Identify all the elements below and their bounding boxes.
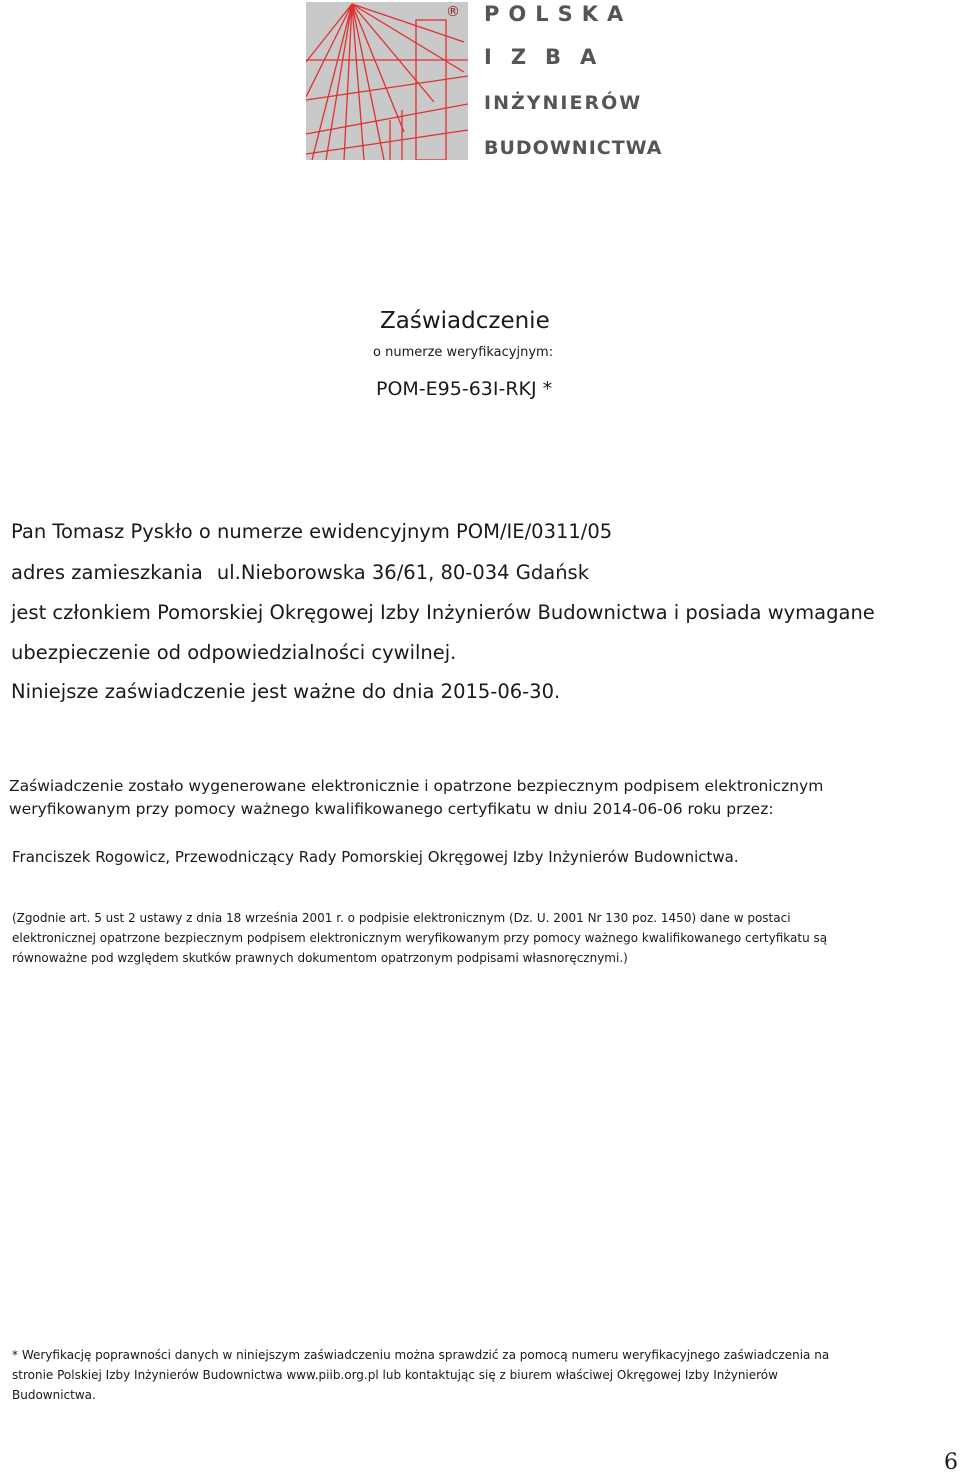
legal-line-2: elektronicznej opatrzone bezpiecznym podpisem elektronicznym weryfikowanym przy pomocy ważnego kwalifikowanego certyfikatu są (12, 931, 828, 945)
body-line-validity: Niniejsze zaświadczenie jest ważne do dnia 2015-06-30. (11, 680, 561, 703)
logo-text-line-3: INŻYNIERÓW (484, 92, 643, 114)
document-title: Zaświadczenie (380, 308, 550, 334)
address-value: ul.Nieborowska 36/61, 80-034 Gdańsk (216, 561, 590, 584)
signer-line: Franciszek Rogowicz, Przewodniczący Rady Pomorskiej Okręgowej Izby Inżynierów Budownictwa. (12, 848, 739, 866)
footnote-line-2: stronie Polskiej Izby Inżynierów Budownictwa www.piib.org.pl lub kontaktując się z biurem właściwej Okręgowej Izby Inżynierów (12, 1368, 778, 1382)
footnote-line-1: * Weryfikację poprawności danych w niniejszym zaświadczeniu można sprawdzić za pomocą numeru weryfikacyjnego zaświadczenia na (12, 1348, 830, 1362)
legal-line-3: równoważne pod względem skutków prawnych dokumentom opatrzonym podpisami własnoręcznymi.) (12, 951, 628, 965)
address-label: adres zamieszkania (11, 561, 203, 584)
logo-text-line-1: POLSKA (484, 2, 633, 26)
body-line-person: Pan Tomasz Pyskło o numerze ewidencyjnym POM/IE/0311/05 (11, 520, 613, 543)
body-line-insurance: ubezpieczenie od odpowiedzialności cywilnej. (11, 641, 457, 664)
verification-code: POM-E95-63I-RKJ * (376, 378, 553, 400)
logo-text-line-4: BUDOWNICTWA (484, 137, 663, 159)
generated-line-2: weryfikowanym przy pomocy ważnego kwalifikowanego certyfikatu w dniu 2014-06-06 roku przez: (9, 800, 774, 818)
page-number: 6 (944, 1450, 958, 1475)
body-line-membership: jest członkiem Pomorskiej Okręgowej Izby Inżynierów Budownictwa i posiada wymagane (11, 601, 875, 624)
body-line-address (11, 561, 589, 584)
document-subtitle: o numerze weryfikacyjnym: (373, 345, 554, 360)
logo-graphic (306, 2, 468, 160)
logo-text-line-2: IZBA (484, 45, 616, 69)
footnote-line-3: Budownictwa. (12, 1388, 96, 1402)
generated-line-1: Zaświadczenie zostało wygenerowane elektronicznie i opatrzone bezpiecznym podpisem elektronicznym (9, 777, 824, 795)
legal-line-1: (Zgodnie art. 5 ust 2 ustawy z dnia 18 września 2001 r. o podpisie elektronicznym (Dz. U. 2001 Nr 130 poz. 1450) dane w postaci (12, 911, 791, 925)
registered-mark: ® (446, 4, 460, 20)
